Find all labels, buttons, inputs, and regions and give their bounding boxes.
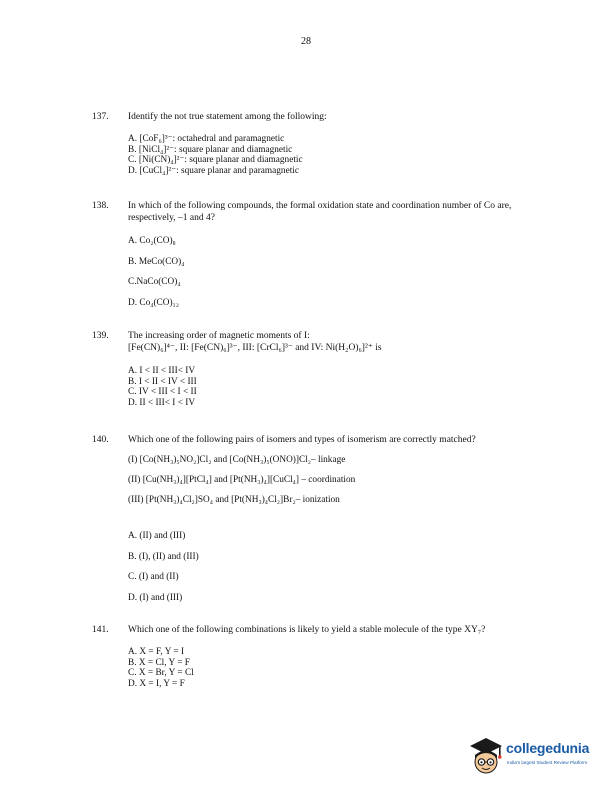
collegedunia-logo — [466, 734, 604, 780]
option-b: B. I < II < IV < III — [128, 376, 197, 387]
question-text: The increasing order of magnetic moments of I: — [128, 331, 310, 341]
option-d: D. [CuCl₄]²⁻: square planar and paramagnetic — [128, 165, 299, 176]
question-138 — [92, 200, 522, 317]
option-d: D. X = I, Y = F — [128, 678, 185, 689]
option-a: A. X = F, Y = I — [128, 647, 185, 657]
option-a: A. [CoF₆]³⁻: octahedral and paramagnetic — [128, 134, 285, 144]
question-text-line-2: [Fe(CN)₆]⁴⁻, II: [Fe(CN)₆]³⁻, III: [CrCl₆]³⁻ and IV: Ni(H₂O)₆]²⁺ is — [128, 343, 382, 353]
option-b: B. MeCo(CO)₄ — [128, 256, 185, 267]
option-a: A. I < II < III< IV — [128, 366, 196, 376]
question-text: Identify the not true statement among the following: — [128, 112, 327, 122]
question-number: 140. — [92, 435, 109, 445]
option-c: C.NaCo(CO)₄ — [128, 277, 181, 287]
question-number: 139. — [92, 331, 109, 341]
question-137 — [92, 111, 522, 176]
question-text: In which of the following compounds, the formal oxidation state and coordination number of Co are, respectively, –1 and 4? — [128, 201, 512, 223]
question-141 — [92, 624, 522, 689]
question-number: 137. — [92, 112, 109, 122]
option-c: C. IV < III < I < II — [128, 387, 197, 398]
question-number: 138. — [92, 201, 109, 211]
graduate-mascot-icon — [466, 734, 506, 778]
question-140 — [92, 434, 522, 612]
option-c: C. (I) and (II) — [128, 572, 179, 582]
option-b: B. (I), (II) and (III) — [128, 551, 199, 562]
option-d: D. Co₄(CO)₁₂ — [128, 297, 180, 308]
option-a: A. Co₂(CO)₈ — [128, 236, 176, 246]
logo-wordmark: collegedunia — [506, 740, 590, 756]
isomer-pair-2: (II) [Cu(NH₃)₄][PtCl₄] and [Pt(NH₃)₄][CuCl₄] – coordination — [128, 475, 356, 485]
isomer-pair-1: (I) [Co(NH₃)₅NO₂]Cl₂ and [Co(NH₃)₅(ONO)]Cl₂– linkage — [128, 455, 346, 465]
question-139 — [92, 330, 522, 408]
question-number: 141. — [92, 625, 109, 635]
option-b: B. [NiCl₄]²⁻: square planar and diamagnetic — [128, 144, 293, 155]
option-a: A. (II) and (III) — [128, 531, 186, 541]
isomer-pair-3: (III) [Pt(NH₃)₄Cl₂]SO₄ and [Pt(NH₃)₄Cl₂]Br₂– ionization — [128, 495, 340, 505]
option-b: B. X = Cl, Y = F — [128, 657, 190, 668]
logo-tagline: India's largest Student Review Platform — [507, 760, 588, 765]
question-text: Which one of the following combinations is likely to yield a stable molecule of the type XY₇? — [128, 625, 486, 635]
option-c: C. [Ni(CN)₄]²⁻: square planar and diamagnetic — [128, 155, 303, 166]
option-d: D. II < III< I < IV — [128, 397, 196, 408]
question-text: Which one of the following pairs of isomers and types of isomerism are correctly matched? — [128, 435, 476, 445]
page-number: 28 — [301, 36, 311, 47]
option-c: C. X = Br, Y = Cl — [128, 668, 194, 679]
option-d: D. (I) and (III) — [128, 592, 183, 603]
